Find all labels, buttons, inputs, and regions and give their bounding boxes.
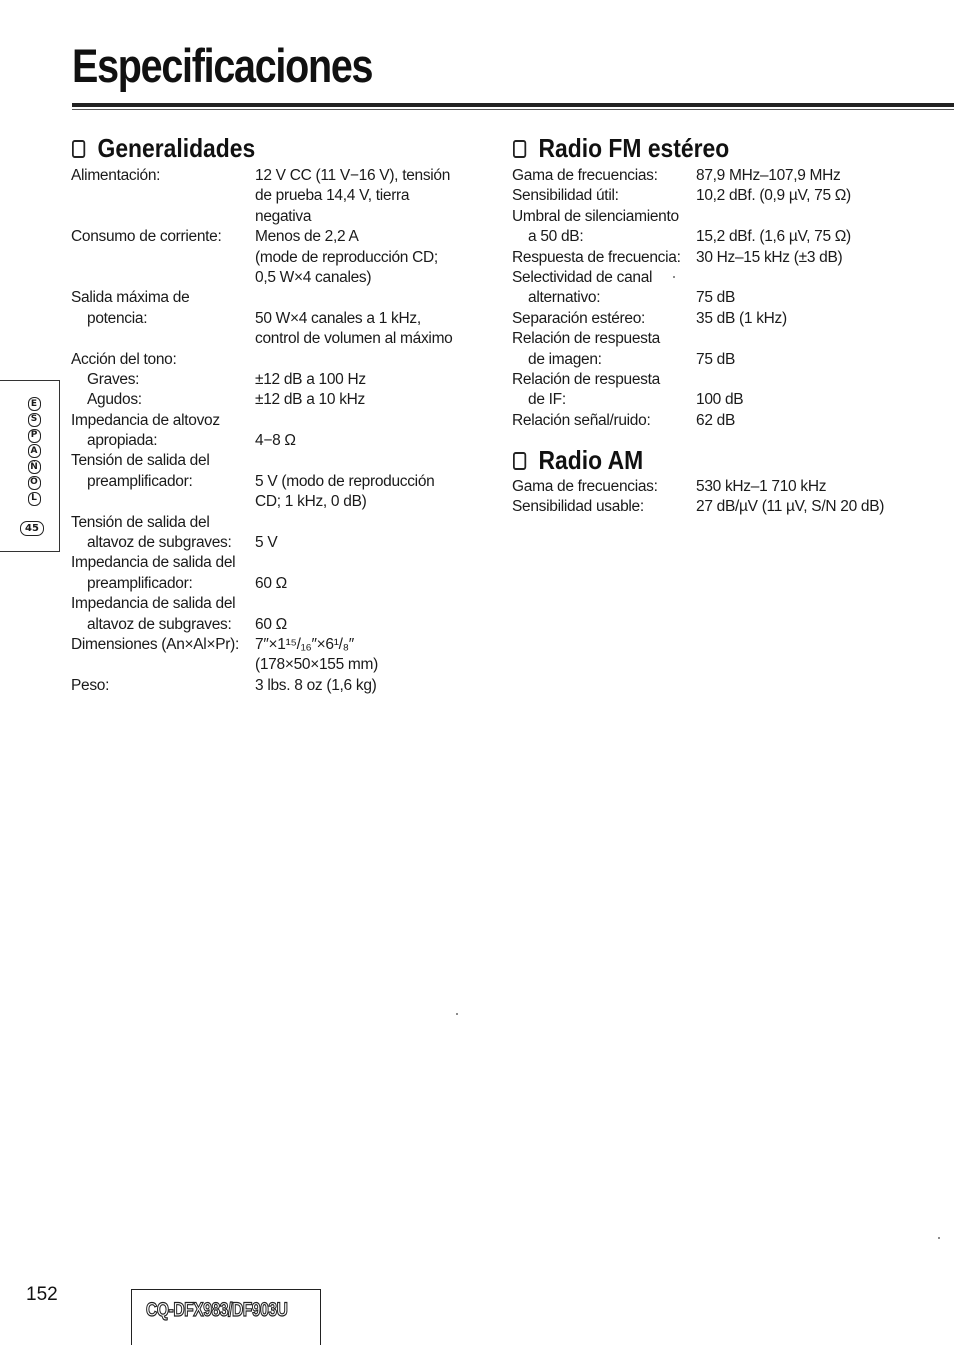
spec-value: control de volumen al máximo [255, 330, 453, 348]
spec-label: altavoz de subgraves: [87, 534, 232, 552]
spec-value: 4−8 Ω [255, 432, 296, 450]
heading-generalidades [72, 133, 255, 164]
checkbox-square-icon [72, 140, 85, 158]
spec-row [512, 390, 932, 410]
spec-row [512, 329, 932, 349]
heading-generalidades-text: Generalidades [97, 133, 256, 163]
spec-label: altavoz de subgraves: [87, 615, 232, 633]
spec-label: Dimensiones (An×Al×Pr): [71, 635, 239, 653]
spec-row [71, 186, 471, 206]
scan-speck [456, 1013, 458, 1015]
spec-value: ±12 dB a 10 kHz [255, 391, 365, 409]
spec-row [71, 207, 471, 227]
spec-row [512, 350, 932, 370]
spec-row [71, 533, 471, 553]
spec-value: 35 dB (1 kHz) [696, 309, 787, 327]
spec-label: potencia: [87, 309, 148, 327]
spec-value: de prueba 14,4 V, tierra [255, 187, 410, 205]
heading-radio-am [513, 445, 643, 476]
spec-row [71, 329, 471, 349]
scan-speck [938, 1237, 940, 1239]
spec-value: 100 dB [696, 391, 744, 409]
spec-row [71, 370, 471, 390]
spec-label: Alimentación: [71, 167, 161, 184]
spec-value: negativa [255, 207, 312, 225]
spec-value: 30 Hz–15 kHz (±3 dB) [696, 248, 843, 266]
spec-list-radio-fm [512, 166, 932, 431]
spec-value: 62 dB [696, 411, 736, 429]
spec-row [512, 166, 932, 186]
side-tab-letter: E [28, 397, 41, 411]
spec-value: (mode de reproducción CD; [255, 248, 438, 266]
spec-row [512, 288, 932, 308]
side-tab-letter: A [28, 444, 41, 458]
spec-value: CD; 1 kHz, 0 dB) [255, 493, 367, 511]
spec-row [71, 553, 471, 573]
spec-row [71, 268, 471, 288]
spec-label: apropiada: [87, 432, 158, 450]
spec-label: Gama de frecuencias: [512, 478, 658, 495]
spec-label: Agudos: [87, 391, 142, 409]
spec-label: Selectividad de canal [512, 268, 653, 286]
spec-value: 27 dB/µV (11 µV, S/N 20 dB) [696, 498, 885, 516]
model-label: CQ-DFX983/DF903U [146, 1300, 288, 1321]
spec-row [71, 655, 471, 675]
spec-label: Relación de respuesta [512, 330, 660, 348]
spec-label: Impedancia de salida del [71, 554, 236, 572]
spec-row [512, 411, 932, 431]
spec-value: 87,9 MHz–107,9 MHz [696, 167, 841, 184]
spec-row [71, 615, 471, 635]
spec-label: Umbral de silenciamiento [512, 207, 679, 225]
spec-row [512, 186, 932, 206]
spec-row [71, 411, 471, 431]
spec-label: preamplificador: [87, 574, 193, 592]
spec-row [71, 390, 471, 410]
spec-label: Separación estéreo: [512, 309, 646, 327]
spec-label: Sensibilidad útil: [512, 187, 619, 205]
spec-value: 15,2 dBf. (1,6 µV, 75 Ω) [696, 228, 851, 246]
spec-row [512, 497, 932, 517]
title-rule-thin [72, 109, 954, 110]
spec-label: Impedancia de salida del [71, 595, 236, 613]
heading-radio-fm [513, 133, 729, 164]
spec-label: Respuesta de frecuencia: [512, 248, 681, 266]
spec-label: Graves: [87, 370, 140, 388]
spec-list-radio-am [512, 477, 932, 518]
spec-value: 75 dB [696, 289, 736, 307]
spec-row [71, 574, 471, 594]
page-title: Especificaciones [72, 39, 373, 92]
spec-value: 60 Ω [255, 574, 287, 592]
spec-row [512, 477, 932, 497]
spec-value: 7″×1¹⁵/₁₆″×6¹/₈″ [255, 635, 354, 653]
side-tab-page-number: 45 [20, 521, 44, 536]
spec-label: preamplificador: [87, 472, 193, 490]
spec-row [512, 370, 932, 390]
spec-row [71, 676, 471, 696]
spec-value: 50 W×4 canales a 1 kHz, [255, 309, 421, 327]
spec-row [71, 492, 471, 512]
spec-value: 5 V [255, 534, 278, 552]
spec-label: Salida máxima de [71, 289, 190, 307]
spec-label: Relación de respuesta [512, 370, 660, 388]
spec-value: 0,5 W×4 canales) [255, 268, 372, 286]
spec-value: ±12 dB a 100 Hz [255, 370, 366, 388]
spec-row [71, 594, 471, 614]
spec-value: 10,2 dBf. (0,9 µV, 75 Ω) [696, 187, 851, 205]
spec-value: 5 V (modo de reproducción [255, 472, 435, 490]
spec-row [71, 166, 471, 186]
spec-label: Peso: [71, 676, 110, 694]
spec-value: 3 lbs. 8 oz (1,6 kg) [255, 676, 377, 694]
spec-row [71, 248, 471, 268]
checkbox-square-icon [513, 452, 526, 470]
spec-row [71, 513, 471, 533]
spec-list-generalidades [71, 166, 471, 696]
spec-row [71, 635, 471, 655]
spec-value: Menos de 2,2 A [255, 228, 359, 246]
spec-row [512, 207, 932, 227]
spec-label: Sensibilidad usable: [512, 498, 644, 516]
checkbox-square-icon [513, 140, 526, 158]
spec-label: Consumo de corriente: [71, 228, 222, 246]
spec-label: Impedancia de altovoz [71, 411, 220, 429]
heading-radio-fm-text: Radio FM estéreo [538, 133, 730, 163]
spec-value: 12 V CC (11 V−16 V), tensión [255, 167, 451, 184]
side-tab-letters [24, 397, 44, 508]
side-tab-letter: S [28, 413, 41, 427]
heading-radio-am-text: Radio AM [538, 445, 644, 475]
spec-label: alternativo: [528, 289, 601, 307]
spec-label: Tensión de salida del [71, 513, 210, 531]
spec-row [71, 431, 471, 451]
spec-label: de imagen: [528, 350, 602, 368]
page-number: 152 [26, 1284, 58, 1305]
side-tab-letter: L [28, 492, 41, 506]
spec-label: a 50 dB: [528, 228, 584, 246]
spec-row [512, 248, 932, 268]
spec-label: Acción del tono: [71, 350, 177, 368]
spec-label: de IF: [528, 391, 566, 409]
spec-row [71, 472, 471, 492]
spec-row [512, 309, 932, 329]
spec-label: Gama de frecuencias: [512, 167, 658, 184]
side-tab-letter: Ñ [28, 460, 41, 474]
spec-row [71, 309, 471, 329]
spec-row [71, 288, 471, 308]
title-rule [72, 103, 954, 107]
side-tab-letter: P [28, 429, 41, 443]
spec-value: 530 kHz–1 710 kHz [696, 478, 827, 495]
spec-row [71, 451, 471, 471]
spec-row [71, 227, 471, 247]
spec-value: (178×50×155 mm) [255, 656, 379, 674]
spec-label: Relación señal/ruido: [512, 411, 651, 429]
scan-speck [673, 276, 675, 278]
spec-value: 60 Ω [255, 615, 287, 633]
spec-label: Tensión de salida del [71, 452, 210, 470]
spec-row [512, 268, 932, 288]
spec-row [71, 350, 471, 370]
spec-row [512, 227, 932, 247]
side-tab-letter: O [28, 476, 41, 490]
spec-value: 75 dB [696, 350, 736, 368]
